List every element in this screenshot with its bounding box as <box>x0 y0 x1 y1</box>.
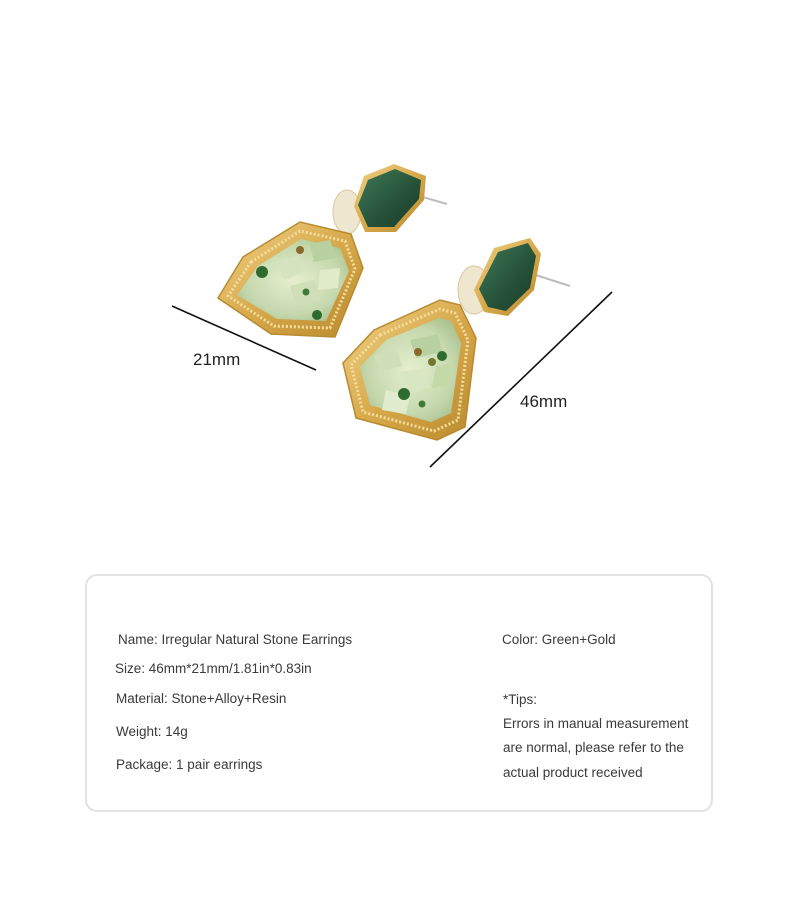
enamel-top-right <box>479 243 536 311</box>
length-dimension-label: 46mm <box>520 392 568 411</box>
tips-title: *Tips: <box>503 692 538 707</box>
spec-color: Color: Green+Gold <box>502 632 616 647</box>
tips-line-2: are normal, please refer to the <box>503 740 684 755</box>
spec-weight: Weight: 14g <box>116 724 188 739</box>
spec-package: Package: 1 pair earrings <box>116 757 263 772</box>
spec-name: Name: Irregular Natural Stone Earrings <box>118 632 353 647</box>
tips-line-3: actual product received <box>503 765 643 780</box>
spec-size: Size: 46mm*21mm/1.81in*0.83in <box>115 661 312 676</box>
width-dimension-label: 21mm <box>193 350 241 369</box>
spec-material: Material: Stone+Alloy+Resin <box>116 691 287 706</box>
specs-card <box>85 574 713 812</box>
earring-left <box>218 164 447 337</box>
tips-line-1: Errors in manual measurement <box>503 716 689 731</box>
